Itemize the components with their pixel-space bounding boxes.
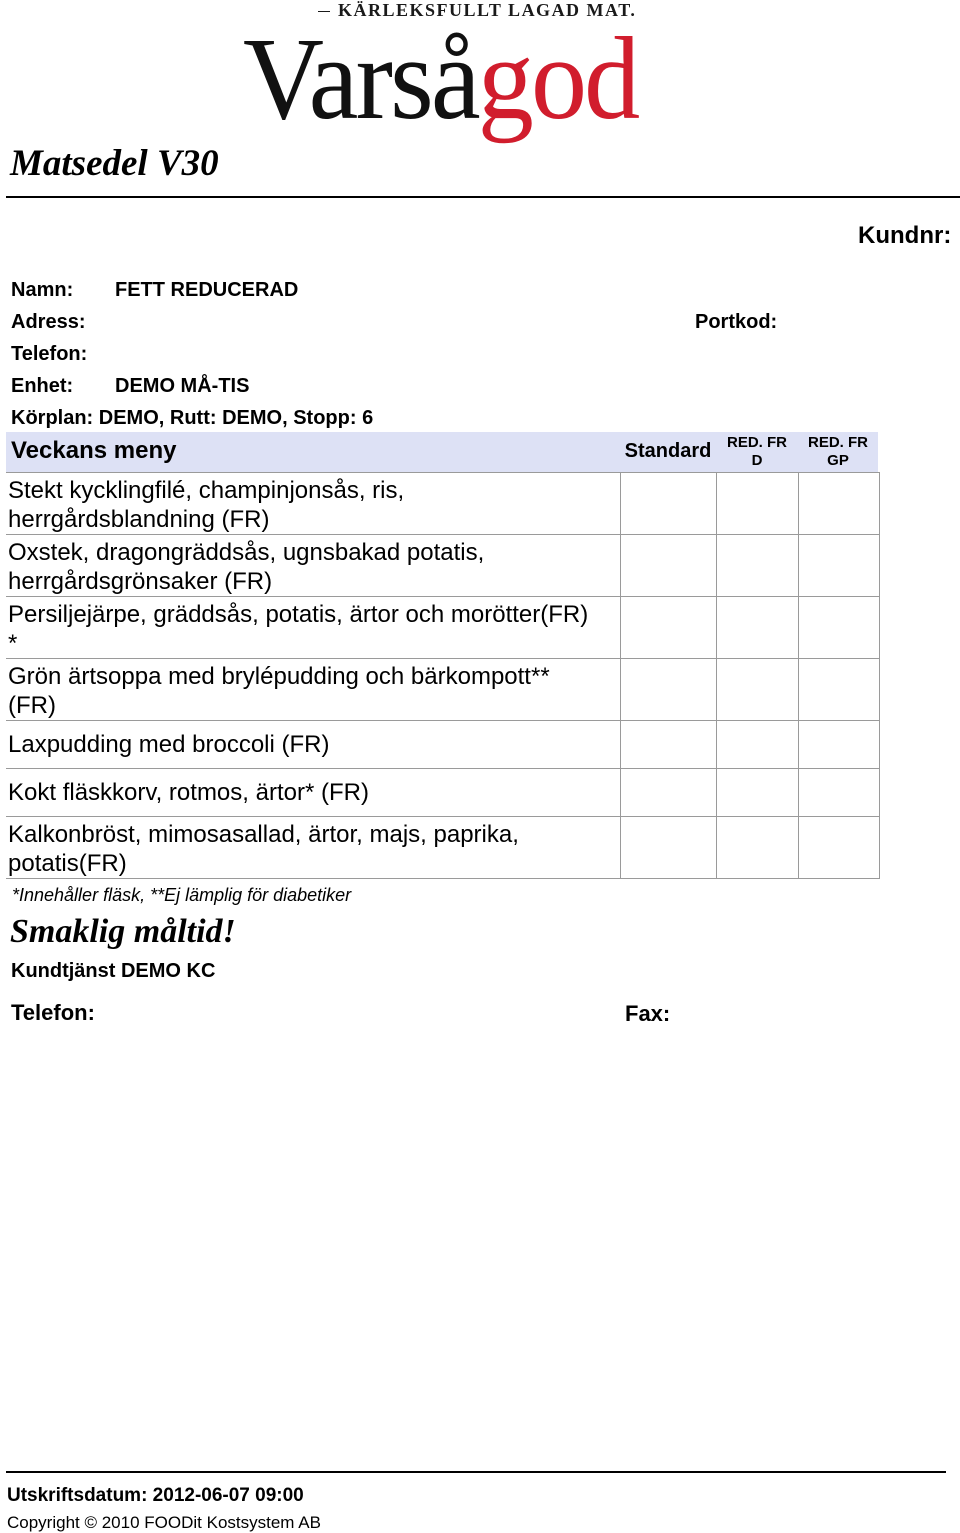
dish-name [8, 778, 620, 807]
order-cell-red-fr-d[interactable] [716, 816, 799, 879]
order-cell-red-fr-d[interactable] [716, 472, 799, 535]
top-divider [6, 196, 960, 198]
order-cell-red-fr-d[interactable] [716, 596, 799, 659]
dish-name [8, 662, 620, 720]
varsagod-logo [243, 4, 637, 154]
dish-line: Stekt kycklingfilé, champinjonsås, ris, [8, 477, 405, 504]
service-phone-label: Telefon: [11, 1000, 95, 1025]
order-cell-red-fr-gp[interactable] [798, 816, 880, 879]
order-cell-standard[interactable] [620, 534, 717, 597]
order-cell-red-fr-d[interactable] [716, 534, 799, 597]
footnote: *Innehåller fläsk, **Ej lämplig för diabetiker [12, 885, 352, 905]
order-cell-red-fr-gp[interactable] [798, 658, 880, 721]
order-cell-red-fr-d[interactable] [716, 720, 799, 769]
col-header-red-fr-d [716, 434, 798, 470]
col-header-line: RED. FR [727, 434, 787, 451]
route-line: Körplan: DEMO, Rutt: DEMO, Stopp: 6 [11, 407, 374, 429]
dish-line: Kalkonbröst, mimosasallad, ärtor, majs, paprika, [8, 821, 519, 848]
dish-line: potatis(FR) [8, 850, 127, 877]
order-cell-standard[interactable] [620, 768, 717, 817]
dish-name [8, 476, 620, 534]
col-header-line: RED. FR [808, 434, 868, 451]
copyright: Copyright © 2010 FOODit Kostsystem AB [7, 1513, 321, 1532]
kundnr-label: Kundnr: [858, 222, 952, 249]
bottom-divider [6, 1471, 946, 1473]
tagline-text: KÄRLEKSFULLT LAGAD MAT. [338, 0, 637, 20]
dish-name [8, 730, 620, 759]
order-cell-red-fr-gp[interactable] [798, 720, 880, 769]
order-cell-standard[interactable] [620, 720, 717, 769]
logo-word-part2: god [477, 13, 638, 144]
col-header-line: D [751, 452, 763, 469]
unit-value: DEMO MÅ-TIS [115, 375, 250, 397]
service-fax-label: Fax: [625, 1001, 671, 1026]
col-header-line: GP [827, 452, 849, 469]
closing-greeting: Smaklig måltid! [10, 913, 236, 950]
dish-name [8, 600, 620, 658]
order-cell-red-fr-d[interactable] [716, 658, 799, 721]
dish-line: * [8, 630, 18, 657]
order-cell-standard[interactable] [620, 596, 717, 659]
dish-name [8, 820, 620, 878]
order-cell-red-fr-gp[interactable] [798, 768, 880, 817]
name-value: FETT REDUCERAD [115, 279, 299, 301]
dish-line: Oxstek, dragongräddsås, ugnsbakad potatis, [8, 539, 485, 566]
dish-line: herrgårdsblandning (FR) [8, 506, 270, 533]
order-cell-standard[interactable] [620, 816, 717, 879]
page-title: Matsedel V30 [10, 143, 219, 184]
dish-name [8, 538, 620, 596]
unit-label: Enhet: [11, 375, 74, 397]
logo-word-part1: Varså [243, 13, 478, 144]
dish-line: Laxpudding med broccoli (FR) [8, 730, 330, 758]
portkod-label: Portkod: [695, 311, 778, 333]
order-cell-red-fr-d[interactable] [716, 768, 799, 817]
dish-line: Persiljejärpe, gräddsås, potatis, ärtor och morötter(FR) [8, 601, 589, 628]
dish-line: Kokt fläskkorv, rotmos, ärtor* (FR) [8, 778, 369, 806]
dish-line: Grön ärtsoppa med brylépudding och bärkompott** [8, 663, 550, 690]
service-name: Kundtjänst DEMO KC [11, 960, 216, 982]
name-label: Namn: [11, 279, 74, 301]
order-cell-standard[interactable] [620, 658, 717, 721]
dish-line: herrgårdsgrönsaker (FR) [8, 568, 273, 595]
col-header-red-fr-gp [798, 434, 878, 470]
phone-label: Telefon: [11, 343, 88, 365]
menu-title: Veckans meny [11, 437, 177, 464]
dish-line: (FR) [8, 692, 56, 719]
order-cell-standard[interactable] [620, 472, 717, 535]
address-label: Adress: [11, 311, 86, 333]
order-cell-red-fr-gp[interactable] [798, 596, 880, 659]
col-header-standard: Standard [624, 440, 712, 462]
print-date: Utskriftsdatum: 2012-06-07 09:00 [7, 1485, 304, 1506]
order-cell-red-fr-gp[interactable] [798, 472, 880, 535]
order-cell-red-fr-gp[interactable] [798, 534, 880, 597]
